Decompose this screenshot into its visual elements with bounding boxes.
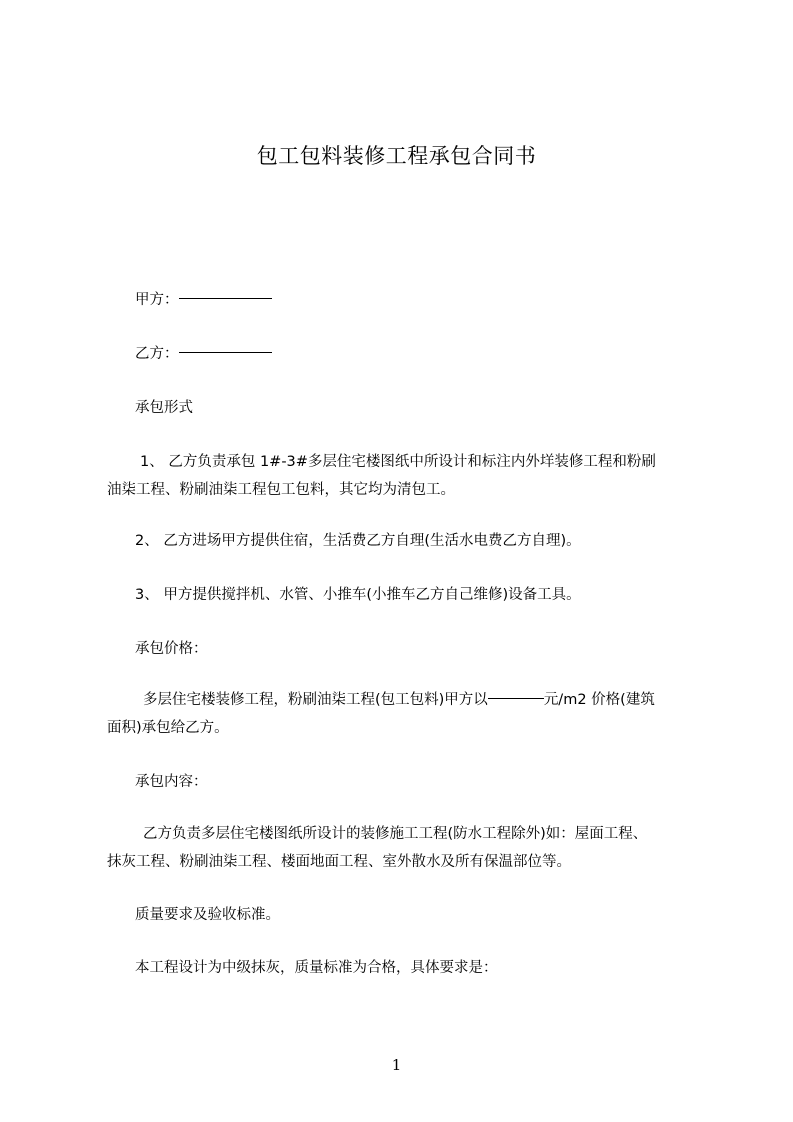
section-price-heading: 承包价格：: [135, 641, 208, 657]
price-text-before: 多层住宅楼装修工程，粉刷油柒工程(包工包料)甲方以: [143, 692, 488, 708]
price-line-2: 面积)承包给乙方。: [107, 720, 229, 736]
item-1-line-1: 1、 乙方负责承包 1#-3#多层住宅楼图纸中所设计和标注内外垟装修工程和粉刷: [140, 454, 656, 470]
item-1-line-2: 油柒工程、粉刷油柒工程包工包料，其它均为清包工。: [107, 482, 455, 498]
section-content-heading: 承包内容：: [135, 774, 208, 790]
party-b-blank: [179, 352, 272, 353]
party-b-line: [135, 344, 272, 364]
quality-text: 本工程设计为中级抹灰，质量标准为合格，具体要求是：: [135, 960, 498, 976]
party-a-line: [135, 290, 272, 310]
price-text-after: 元/m2 价格(建筑: [543, 692, 655, 708]
party-a-blank: [179, 298, 272, 299]
item-3: 3、 甲方提供搅拌机、水管、小推车(小推车乙方自己维修)设备工具。: [135, 587, 581, 603]
item-2: 2、 乙方进场甲方提供住宿，生活费乙方自理(生活水电费乙方自理)。: [135, 533, 581, 549]
section-quality-heading: 质量要求及验收标准。: [135, 907, 280, 923]
page-number: 1: [391, 1056, 402, 1074]
party-a-label: 甲方：: [135, 292, 179, 308]
price-blank: [488, 698, 544, 699]
content-line-1: 乙方负责多层住宅楼图纸所设计的装修施工工程(防水工程除外)如：屋面工程、: [143, 826, 648, 842]
document-title: 包工包料装修工程承包合同书: [256, 144, 537, 168]
price-line-1: [143, 690, 655, 710]
content-line-2: 抹灰工程、粉刷油柒工程、楼面地面工程、室外散水及所有保温部位等。: [107, 854, 571, 870]
section-form-heading: 承包形式: [135, 400, 193, 416]
party-b-label: 乙方：: [135, 346, 179, 362]
